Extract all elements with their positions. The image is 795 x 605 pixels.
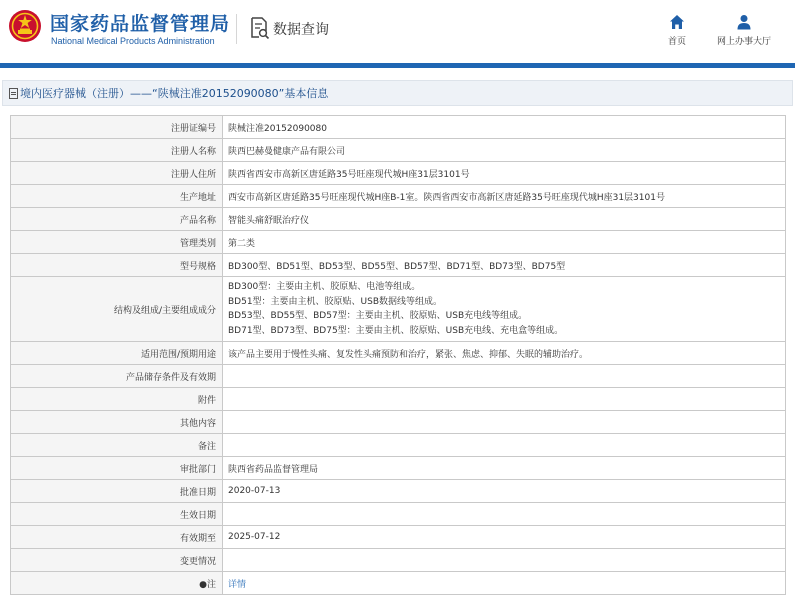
agency-name-cn: 国家药品监督管理局 [50,13,231,35]
field-value: 智能头痛舒眠治疗仪 [223,208,786,231]
table-row [11,116,786,139]
field-value: 2025-07-12 [223,526,786,549]
field-label: 生产地址 [11,185,223,208]
agency-name-en: National Medical Products Administration [51,36,215,46]
field-value: BD300型、BD51型、BD53型、BD55型、BD57型、BD71型、BD73型、BD75型 [223,254,786,277]
table-row [11,185,786,208]
field-label: 有效期至 [11,526,223,549]
field-label: ●注 [11,572,223,595]
field-value [223,365,786,388]
field-value: 陕西省西安市高新区唐延路35号旺座现代城H座31层3101号 [223,162,786,185]
field-value [223,503,786,526]
field-label: 注册人住所 [11,162,223,185]
header-accent-bar [0,63,795,68]
field-value: 该产品主要用于慢性头痛、复发性头痛预防和治疗，紧张、焦虑、抑郁、失眠的辅助治疗。 [223,342,786,365]
breadcrumb-text: 境内医疗器械（注册）——“陕械注准20152090080”基本信息 [20,87,329,100]
data-query-label: 数据查询 [273,22,329,38]
detail-table [10,115,786,595]
field-value: 陕西省药品监督管理局 [223,457,786,480]
field-value: 2020-07-13 [223,480,786,503]
field-label: 产品名称 [11,208,223,231]
table-row [11,342,786,365]
field-value [223,549,786,572]
field-value-line: BD300型：主要由主机、胶原贴、电池等组成。 [228,282,421,292]
field-value: 西安市高新区唐延路35号旺座现代城H座B-1室。陕西省西安市高新区唐延路35号旺座现代城H座31层3101号 [223,185,786,208]
field-value [223,434,786,457]
nav-online-office-label: 网上办事大厅 [716,37,771,47]
field-value-line: BD53型、BD55型、BD57型：主要由主机、胶原贴、USB充电线等组成。 [228,311,528,321]
nav-home-label: 首页 [667,37,686,47]
field-value: 陕西巴赫曼健康产品有限公司 [223,139,786,162]
site-header [0,0,795,62]
field-label: 附件 [11,388,223,411]
table-row [11,549,786,572]
home-icon [669,14,685,30]
breadcrumb [2,80,793,106]
table-row [11,503,786,526]
table-row [11,572,786,595]
nav-online-office[interactable] [712,14,776,47]
field-label: 型号规格 [11,254,223,277]
table-row [11,388,786,411]
table-row [11,411,786,434]
document-icon [9,88,18,99]
field-value-line: BD51型：主要由主机、胶原贴、USB数据线等组成。 [228,296,443,307]
user-icon [736,14,752,30]
field-value: 第二类 [223,231,786,254]
field-label: 审批部门 [11,457,223,480]
field-value-line: BD71型、BD73型、BD75型：主要由主机、胶原贴、USB充电线、充电盒等组成。 [228,325,564,336]
field-label: 批准日期 [11,480,223,503]
header-divider [236,14,237,44]
field-label: 注册人名称 [11,139,223,162]
document-search-icon [250,17,270,39]
table-row [11,162,786,185]
details-link[interactable]: 详情 [228,579,247,590]
field-label: 变更情况 [11,549,223,572]
field-label: 产品储存条件及有效期 [11,365,223,388]
table-row [11,231,786,254]
field-label: 适用范围/预期用途 [11,342,223,365]
table-row [11,526,786,549]
field-label: 注册证编号 [11,116,223,139]
field-value-multiline [223,277,786,342]
field-value: 陕械注准20152090080 [223,116,786,139]
table-row [11,254,786,277]
field-value [223,572,786,595]
table-row [11,434,786,457]
field-label: 结构及组成/主要组成成分 [11,277,223,342]
table-row [11,457,786,480]
field-label: 备注 [11,434,223,457]
table-row [11,139,786,162]
table-row [11,277,786,342]
detail-table-container [10,115,786,595]
national-emblem-icon [8,9,42,43]
field-value [223,388,786,411]
field-label: 其他内容 [11,411,223,434]
field-label: 管理类别 [11,231,223,254]
table-row [11,208,786,231]
table-row [11,365,786,388]
field-value [223,411,786,434]
nav-home[interactable] [663,14,691,47]
field-label: 生效日期 [11,503,223,526]
table-row [11,480,786,503]
